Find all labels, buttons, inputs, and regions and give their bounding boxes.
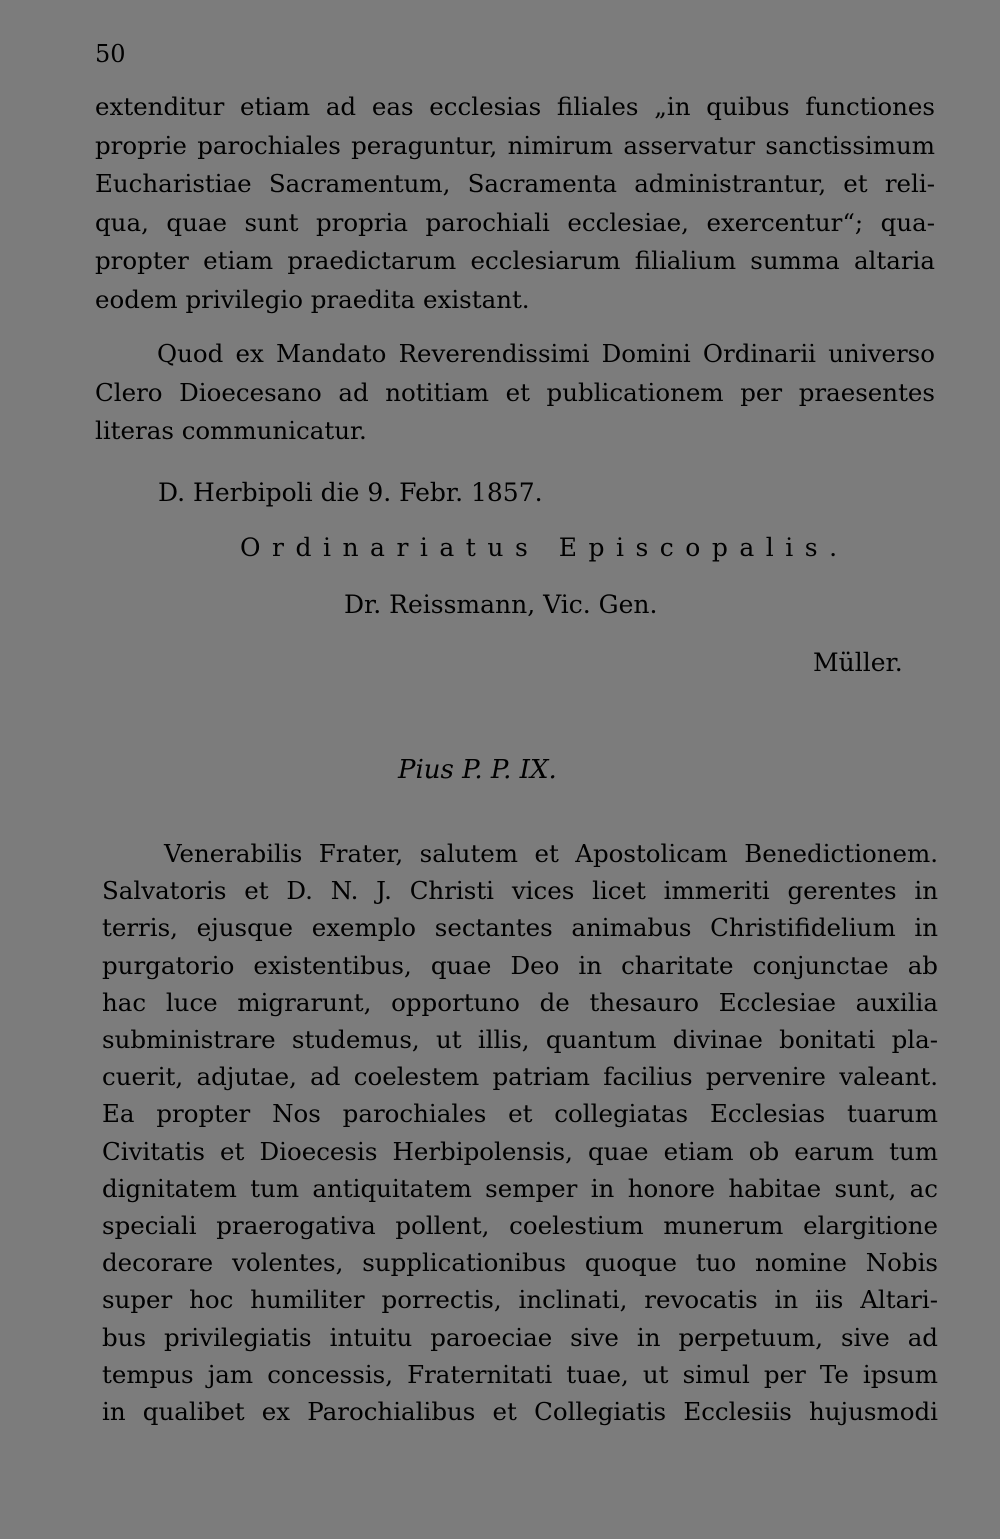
text-line: qua, quae sunt propria parochiali ecclesiae, exercentur“; qua- [95, 207, 935, 237]
text-line: tempus jam concessis, Fraternitati tuae, ut simul per Te ipsum [102, 1359, 938, 1389]
page-number: 50 [95, 40, 126, 68]
text-line: terris, ejusque exemplo sectantes animabus Christifidelium in [102, 913, 938, 943]
text-line: Clero Dioecesano ad notitiam et publicationem per praesentes [95, 377, 935, 407]
paragraph-1 [95, 88, 935, 319]
text-line: cuerit, adjutae, ad coelestem patriam facilius pervenire valeant. [102, 1062, 938, 1092]
text-line: literas communicatur. [95, 416, 367, 445]
text-line: dignitatem tum antiquitatem semper in honore habitae sunt, ac [102, 1173, 938, 1203]
text-line: Salvatoris et D. N. J. Christi vices licet immeriti gerentes in [102, 876, 938, 906]
text-line: purgatorio existentibus, quae Deo in charitate conjunctae ab [102, 950, 938, 980]
text-line: proprie parochiales peraguntur, nimirum asservatur sanctissimum [95, 130, 935, 160]
text-line: Ea propter Nos parochiales et collegiatas Ecclesias tuarum [102, 1099, 938, 1129]
text-line: Quod ex Mandato Reverendissimi Domini Ordinarii universo [157, 339, 935, 368]
text-line: Eucharistiae Sacramentum, Sacramenta administrantur, et reli- [95, 169, 935, 198]
ordinariatus-signature: Ordinariatus Episcopalis. [240, 533, 849, 562]
secretary-signature: Müller. [813, 648, 903, 677]
text-line: propter etiam praedictarum ecclesiarum filialium summa altaria [95, 246, 935, 275]
vicar-general-signature: Dr. Reissmann, Vic. Gen. [344, 590, 658, 619]
text-line: bus privilegiatis intuitu paroeciae sive in perpetuum, sive ad [102, 1322, 938, 1352]
paragraph-2 [95, 335, 935, 451]
date-line: D. Herbipoli die 9. Febr. 1857. [158, 478, 543, 507]
text-line: hac luce migrarunt, opportuno de thesauro Ecclesiae auxilia [102, 987, 938, 1017]
section-heading: Pius P. P. IX. [398, 755, 557, 785]
text-line: Venerabilis Frater, salutem et Apostolicam Benedictionem. [164, 839, 938, 868]
text-line: subministrare studemus, ut illis, quantum divinae bonitati pla- [102, 1025, 938, 1055]
text-line: extenditur etiam ad eas ecclesias filiales „in quibus functiones [95, 92, 935, 121]
text-line: in qualibet ex Parochialibus et Collegiatis Ecclesiis hujusmodi [102, 1397, 938, 1427]
paragraph-3 [102, 835, 938, 1430]
text-line: speciali praerogativa pollent, coelestium munerum elargitione [102, 1211, 938, 1241]
text-line: eodem privilegio praedita existant. [95, 284, 530, 314]
text-line: super hoc humiliter porrectis, inclinati, revocatis in iis Altari- [102, 1285, 938, 1315]
text-line: decorare volentes, supplicationibus quoque tuo nomine Nobis [102, 1248, 938, 1278]
text-line: Civitatis et Dioecesis Herbipolensis, quae etiam ob earum tum [102, 1136, 938, 1166]
